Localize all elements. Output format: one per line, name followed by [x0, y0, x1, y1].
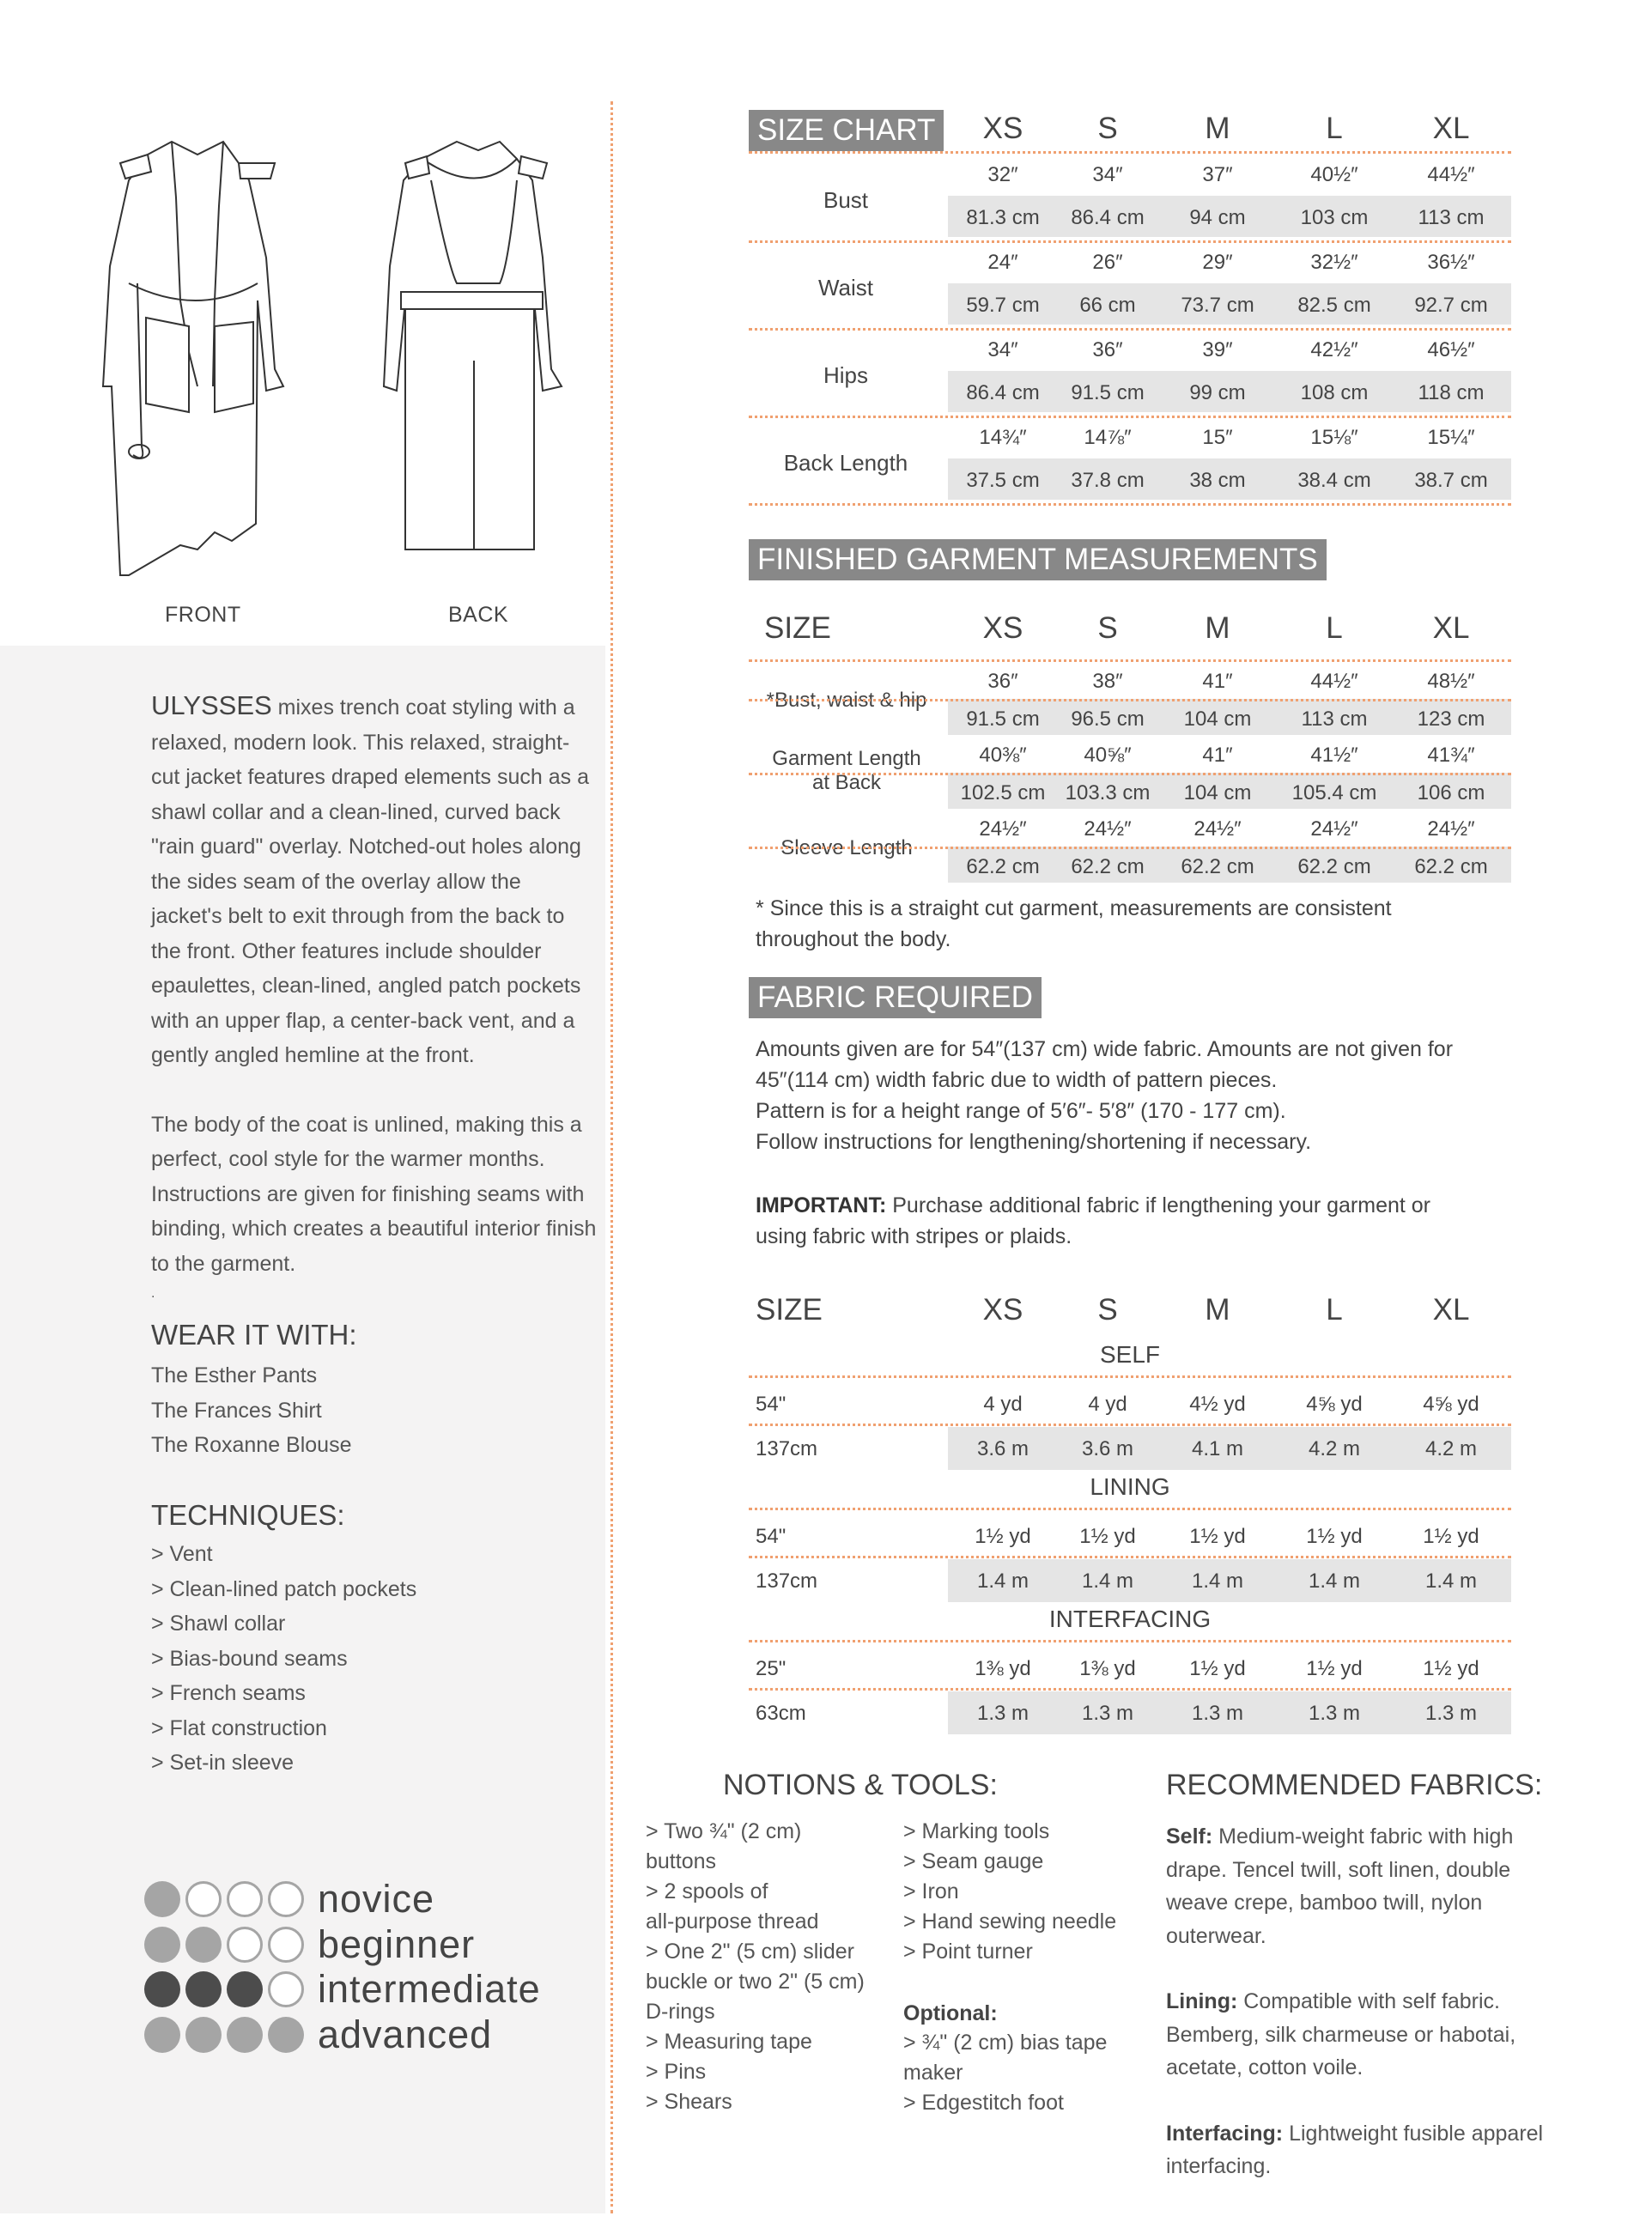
fabric-size-header: S — [1097, 1293, 1118, 1327]
cm-value: 38.4 cm — [1297, 469, 1371, 492]
inch-value: 46½″ — [1427, 338, 1475, 361]
inch-value: 34″ — [1092, 163, 1123, 186]
yardage-value: 1½ yd — [1306, 1525, 1363, 1548]
finished-title: FINISHED GARMENT MEASUREMENTS — [749, 539, 1327, 580]
metric-value: 1.4 m — [1308, 1569, 1361, 1593]
size-chart-row-label: Waist — [817, 275, 874, 301]
cm-value: 103 cm — [1300, 206, 1369, 229]
pattern-description — [151, 689, 598, 1307]
notion-item: > Two ¾" (2 cm) — [646, 1819, 802, 1843]
yardage-value: 4 yd — [1088, 1393, 1127, 1416]
fabric-title: FABRIC REQUIRED — [749, 977, 1042, 1018]
fabric-line: Amounts given are for 54″(137 cm) wide fabric. Amounts are not given for — [756, 1037, 1454, 1061]
cm-value: 92.7 cm — [1414, 294, 1488, 317]
yardage-value: 4⅝ yd — [1423, 1393, 1479, 1416]
metric-value: 4.1 m — [1191, 1437, 1244, 1460]
dotted-rule — [749, 699, 1511, 701]
size-chart-row-label: Back Length — [783, 450, 908, 476]
finished-size-label: SIZE — [764, 611, 831, 645]
size-chart-header: M — [1205, 112, 1230, 145]
dotted-rule — [749, 240, 1511, 243]
metric-label: 63cm — [756, 1702, 806, 1725]
dotted-rule — [749, 1375, 1511, 1378]
wear-item: The Roxanne Blouse — [151, 1433, 352, 1457]
optional-item: maker — [903, 2061, 963, 2085]
cm-value: 91.5 cm — [966, 707, 1040, 731]
dotted-rule — [749, 328, 1511, 331]
notion-item: D-rings — [646, 2000, 715, 2024]
dotted-rule — [749, 416, 1511, 418]
inch-value: 34″ — [987, 338, 1018, 361]
inch-value: 36½″ — [1427, 251, 1475, 274]
inch-value: 38″ — [1092, 670, 1123, 693]
interfacing-text: Lightweight fusible apparel interfacing. — [1166, 2121, 1544, 2178]
technique-item: > Clean-lined patch pockets — [151, 1576, 417, 1601]
cm-value: 103.3 cm — [1065, 781, 1151, 804]
dotted-rule — [749, 1508, 1511, 1510]
size-chart-header: S — [1097, 112, 1118, 145]
inch-value: 39″ — [1202, 338, 1233, 361]
finished-size-header: M — [1205, 611, 1230, 645]
size-chart-title: SIZE CHART — [749, 110, 944, 151]
metric-value: 1.3 m — [1424, 1702, 1478, 1725]
yardage-value: 4⅝ yd — [1306, 1393, 1363, 1416]
lining-text: Compatible with self fabric. Bemberg, silk charmeuse or habotai, acetate, cotton voile. — [1166, 1989, 1516, 2079]
inch-value: 36″ — [987, 670, 1018, 693]
fabric-size-header: XL — [1432, 1293, 1470, 1327]
technique-item: > Shawl collar — [151, 1612, 286, 1636]
skill-level-row — [144, 1967, 541, 2013]
inch-value: 15¼″ — [1427, 426, 1475, 449]
inch-value: 32″ — [987, 163, 1018, 186]
yardage-value: 1½ yd — [1306, 1657, 1363, 1680]
inch-value: 40½″ — [1310, 163, 1358, 186]
empty-dot-icon — [268, 1881, 304, 1917]
cm-value: 38 cm — [1189, 469, 1246, 492]
dotted-rule — [749, 1556, 1511, 1558]
fabric-line: Follow instructions for lengthening/shortening if necessary. — [756, 1130, 1312, 1154]
fabric-size-header: M — [1205, 1293, 1230, 1327]
technique-item: > Bias-bound seams — [151, 1646, 348, 1671]
skill-level-row — [144, 2013, 541, 2058]
self-text: Medium-weight fabric with high drape. Tencel twill, soft linen, double weave crepe, bamboo twill, nylon outerwear. — [1166, 1824, 1514, 1948]
cm-value: 86.4 cm — [1071, 206, 1145, 229]
dotted-rule — [749, 151, 1511, 154]
finished-size-header: XL — [1432, 611, 1470, 645]
fabric-size-header: XS — [982, 1293, 1023, 1327]
filled-dot-icon — [185, 2017, 222, 2053]
cm-value: 113 cm — [1418, 206, 1485, 229]
wear-item: The Frances Shirt — [151, 1398, 322, 1423]
back-label: BACK — [448, 603, 509, 627]
lining-label: Lining: — [1166, 1989, 1238, 2013]
filled-dot-icon — [144, 1881, 180, 1917]
finished-size-header: XS — [982, 611, 1023, 645]
metric-value: 1.4 m — [976, 1569, 1029, 1593]
size-chart-row-label: Hips — [823, 362, 868, 388]
cm-value: 37.8 cm — [1071, 469, 1145, 492]
notion-item: > Iron — [903, 1879, 959, 1903]
wear-item: The Esther Pants — [151, 1363, 318, 1387]
yardage-label: 54" — [756, 1393, 787, 1416]
size-chart-header: XL — [1432, 112, 1470, 145]
cm-value: 94 cm — [1189, 206, 1246, 229]
self-label: Self: — [1166, 1824, 1213, 1849]
metric-label: 137cm — [756, 1437, 818, 1460]
filled-dot-icon — [185, 1927, 222, 1963]
skill-level-row — [144, 1922, 541, 1968]
inch-value: 26″ — [1092, 251, 1123, 274]
metric-value: 1.4 m — [1424, 1569, 1478, 1593]
inch-value: 24½″ — [979, 817, 1027, 841]
cm-value: 91.5 cm — [1071, 381, 1145, 404]
empty-dot-icon — [185, 1881, 222, 1917]
fabric-group-title: LINING — [1090, 1473, 1170, 1500]
finished-row-label: *Bust, waist & hip — [766, 689, 927, 712]
technique-item: > French seams — [151, 1681, 306, 1705]
skill-level-label: advanced — [318, 2012, 493, 2056]
notions-list-2 — [903, 1817, 1116, 1967]
dotted-rule — [749, 659, 1511, 662]
inch-value: 14¾″ — [979, 426, 1027, 449]
front-label: FRONT — [165, 603, 241, 627]
dotted-rule — [749, 1688, 1511, 1691]
description-body: The body of the coat is unlined, making this a perfect, cool style for the warmer months. Instructions are given for finishing seams with binding, which creates a beautiful interior finish to the garment. — [151, 1112, 597, 1276]
metric-value: 4.2 m — [1308, 1437, 1361, 1460]
cm-value: 108 cm — [1300, 381, 1369, 404]
column-divider — [610, 101, 613, 2213]
inch-value: 40⅜″ — [979, 744, 1027, 767]
inch-value: 48½″ — [1427, 670, 1475, 693]
important-label: IMPORTANT: — [756, 1193, 887, 1217]
recommended-title: RECOMMENDED FABRICS: — [1166, 1769, 1543, 1801]
inch-value: 24″ — [987, 251, 1018, 274]
cm-value: 62.2 cm — [1181, 855, 1254, 878]
cm-value: 118 cm — [1418, 381, 1485, 404]
yardage-value: 1½ yd — [975, 1525, 1031, 1548]
metric-value: 1.3 m — [976, 1702, 1029, 1725]
dotted-rule — [749, 1424, 1511, 1426]
back-sketch — [380, 129, 577, 558]
cm-value: 105.4 cm — [1291, 781, 1377, 804]
inch-value: 24½″ — [1084, 817, 1132, 841]
optional-item: > Edgestitch foot — [903, 2091, 1064, 2115]
inch-value: 37″ — [1202, 163, 1233, 186]
fabric-size-header: L — [1326, 1293, 1343, 1327]
cm-value: 62.2 cm — [966, 855, 1040, 878]
finished-size-header: L — [1326, 611, 1343, 645]
cm-value: 37.5 cm — [966, 469, 1040, 492]
metric-value: 1.4 m — [1191, 1569, 1244, 1593]
dotted-rule — [749, 773, 1511, 775]
fabric-notes — [756, 1034, 1511, 1252]
inch-value: 41″ — [1202, 744, 1233, 767]
cm-value: 102.5 cm — [960, 781, 1046, 804]
pattern-name: ULYSSES — [151, 690, 272, 720]
cm-value: 99 cm — [1189, 381, 1246, 404]
finished-row-label: at Back — [811, 771, 882, 794]
techniques-list — [151, 1537, 416, 1781]
finished-row-label: Garment Length — [772, 747, 921, 770]
inch-value: 44½″ — [1310, 670, 1358, 693]
notion-item: > Hand sewing needle — [903, 1909, 1117, 1934]
inch-value: 41½″ — [1310, 744, 1358, 767]
notion-item: buckle or two 2" (5 cm) — [646, 1970, 865, 1994]
yardage-value: 1½ yd — [1079, 1525, 1136, 1548]
cm-value: 62.2 cm — [1414, 855, 1488, 878]
notion-item: all-purpose thread — [646, 1909, 819, 1934]
optional-item: > ¾" (2 cm) bias tape — [903, 2031, 1108, 2055]
interfacing-label: Interfacing: — [1166, 2121, 1284, 2146]
finished-row-label: Sleeve Length — [780, 836, 913, 859]
inch-value: 36″ — [1092, 338, 1123, 361]
inch-value: 44½″ — [1427, 163, 1475, 186]
metric-value: 4.2 m — [1424, 1437, 1478, 1460]
yardage-label: 54" — [756, 1525, 787, 1548]
inch-value: 32½″ — [1310, 251, 1358, 274]
fabric-group-title: SELF — [1099, 1341, 1161, 1368]
description-dot: . — [151, 1286, 155, 1301]
yardage-value: 1½ yd — [1189, 1657, 1246, 1680]
metric-value: 1.3 m — [1191, 1702, 1244, 1725]
optional-label: Optional: — [903, 2001, 998, 2025]
finished-size-header: S — [1097, 611, 1118, 645]
inch-value: 40⅝″ — [1084, 744, 1132, 767]
cm-value: 104 cm — [1183, 707, 1252, 731]
cm-value: 59.7 cm — [966, 294, 1040, 317]
yardage-value: 1⅜ yd — [1079, 1657, 1136, 1680]
inch-value: 15⅛″ — [1310, 426, 1358, 449]
yardage-label: 25" — [756, 1657, 787, 1680]
filled-dot-icon — [144, 1927, 180, 1963]
size-chart-header: L — [1326, 112, 1343, 145]
cm-value: 66 cm — [1079, 294, 1136, 317]
filled-dot-icon — [185, 1971, 222, 2007]
notion-item: > Shears — [646, 2090, 732, 2114]
yardage-value: 1⅜ yd — [975, 1657, 1031, 1680]
size-chart-row-label: Bust — [823, 187, 869, 213]
metric-value: 1.3 m — [1308, 1702, 1361, 1725]
inch-value: 24½″ — [1193, 817, 1242, 841]
skill-level-legend — [144, 1877, 541, 2057]
yardage-value: 1½ yd — [1189, 1525, 1246, 1548]
cm-value: 38.7 cm — [1414, 469, 1488, 492]
front-sketch — [94, 129, 301, 592]
filled-dot-icon — [227, 2017, 263, 2053]
cm-value: 96.5 cm — [1071, 707, 1145, 731]
inch-value: 41″ — [1202, 670, 1233, 693]
inch-value: 15″ — [1202, 426, 1233, 449]
metric-label: 137cm — [756, 1569, 818, 1593]
cm-value: 104 cm — [1183, 781, 1252, 804]
filled-dot-icon — [144, 1971, 180, 2007]
notion-item: > Point turner — [903, 1940, 1033, 1964]
fabric-line: 45″(114 cm) width fabric due to width of pattern pieces. — [756, 1068, 1278, 1092]
filled-dot-icon — [144, 2017, 180, 2053]
technique-item: > Vent — [151, 1542, 213, 1566]
cm-value: 73.7 cm — [1181, 294, 1254, 317]
inch-value: 42½″ — [1310, 338, 1358, 361]
recommended-fabrics — [1166, 1820, 1578, 2216]
yardage-value: 4½ yd — [1189, 1393, 1246, 1416]
notion-item: > 2 spools of — [646, 1879, 768, 1903]
skill-level-label: beginner — [318, 1922, 476, 1966]
wear-it-with-list — [151, 1358, 351, 1463]
yardage-value: 1½ yd — [1423, 1657, 1479, 1680]
technique-item: > Set-in sleeve — [151, 1751, 295, 1775]
filled-dot-icon — [268, 2017, 304, 2053]
cm-value: 123 cm — [1417, 707, 1485, 731]
dotted-rule — [749, 847, 1511, 849]
description-intro: mixes trench coat styling with a relaxed, modern look. This relaxed, straight-cut jacket features draped elements such as a shawl collar and a clean-lined, curved back "rain guard" overlay. Notched-out holes along the sides seam of the overlay allow the jacket's belt to exit through from the back to the front. Other features include shoulder epaulettes, clean-lined, angled patch pockets with an upper flap, a center-back vent, and a gently angled hemline at the front. — [151, 695, 590, 1067]
filled-dot-icon — [227, 1971, 263, 2007]
technique-item: > Flat construction — [151, 1715, 327, 1740]
inch-value: 29″ — [1202, 251, 1233, 274]
inch-value: 41¾″ — [1427, 744, 1475, 767]
inch-value: 14⅞″ — [1084, 426, 1132, 449]
important-text: Purchase additional fabric if lengthening your garment or using fabric with stripes or plaids. — [756, 1193, 1431, 1248]
cm-value: 62.2 cm — [1071, 855, 1145, 878]
metric-value: 3.6 m — [976, 1437, 1029, 1460]
skill-level-row — [144, 1877, 541, 1922]
inch-value: 24½″ — [1310, 817, 1358, 841]
dotted-rule — [749, 1640, 1511, 1642]
empty-dot-icon — [227, 1881, 263, 1917]
cm-value: 81.3 cm — [966, 206, 1040, 229]
notion-item: > Seam gauge — [903, 1849, 1044, 1873]
skill-level-label: intermediate — [318, 1967, 541, 2012]
notions-title: NOTIONS & TOOLS: — [723, 1769, 998, 1801]
yardage-value: 1½ yd — [1423, 1525, 1479, 1548]
dotted-rule — [749, 503, 1511, 506]
fabric-size-label: SIZE — [756, 1293, 823, 1327]
metric-value: 1.3 m — [1081, 1702, 1134, 1725]
empty-dot-icon — [268, 1971, 304, 2007]
cm-value: 82.5 cm — [1297, 294, 1371, 317]
cm-value: 113 cm — [1301, 707, 1368, 731]
empty-dot-icon — [268, 1927, 304, 1963]
cm-value: 86.4 cm — [966, 381, 1040, 404]
size-chart-header: XS — [982, 112, 1023, 145]
notion-item: > Measuring tape — [646, 2030, 812, 2054]
yardage-value: 4 yd — [983, 1393, 1023, 1416]
notion-item: buttons — [646, 1849, 717, 1873]
cm-value: 106 cm — [1417, 781, 1485, 804]
optional-list — [903, 2028, 1107, 2118]
fabric-line: Pattern is for a height range of 5′6″- 5′8″ (170 - 177 cm). — [756, 1099, 1286, 1123]
notion-item: > Marking tools — [903, 1819, 1050, 1843]
notion-item: > One 2" (5 cm) slider — [646, 1940, 854, 1964]
cm-value: 62.2 cm — [1297, 855, 1371, 878]
empty-dot-icon — [227, 1927, 263, 1963]
finished-note: * Since this is a straight cut garment, measurements are consistent throughout the body. — [756, 896, 1392, 951]
notions-list-1 — [646, 1817, 865, 2117]
metric-value: 3.6 m — [1081, 1437, 1134, 1460]
metric-value: 1.4 m — [1081, 1569, 1134, 1593]
notion-item: > Pins — [646, 2060, 707, 2084]
inch-value: 24½″ — [1427, 817, 1475, 841]
wear-it-with-title: WEAR IT WITH: — [151, 1319, 357, 1351]
techniques-title: TECHNIQUES: — [151, 1499, 345, 1531]
fabric-group-title: INTERFACING — [1048, 1606, 1212, 1632]
skill-level-label: novice — [318, 1877, 435, 1922]
